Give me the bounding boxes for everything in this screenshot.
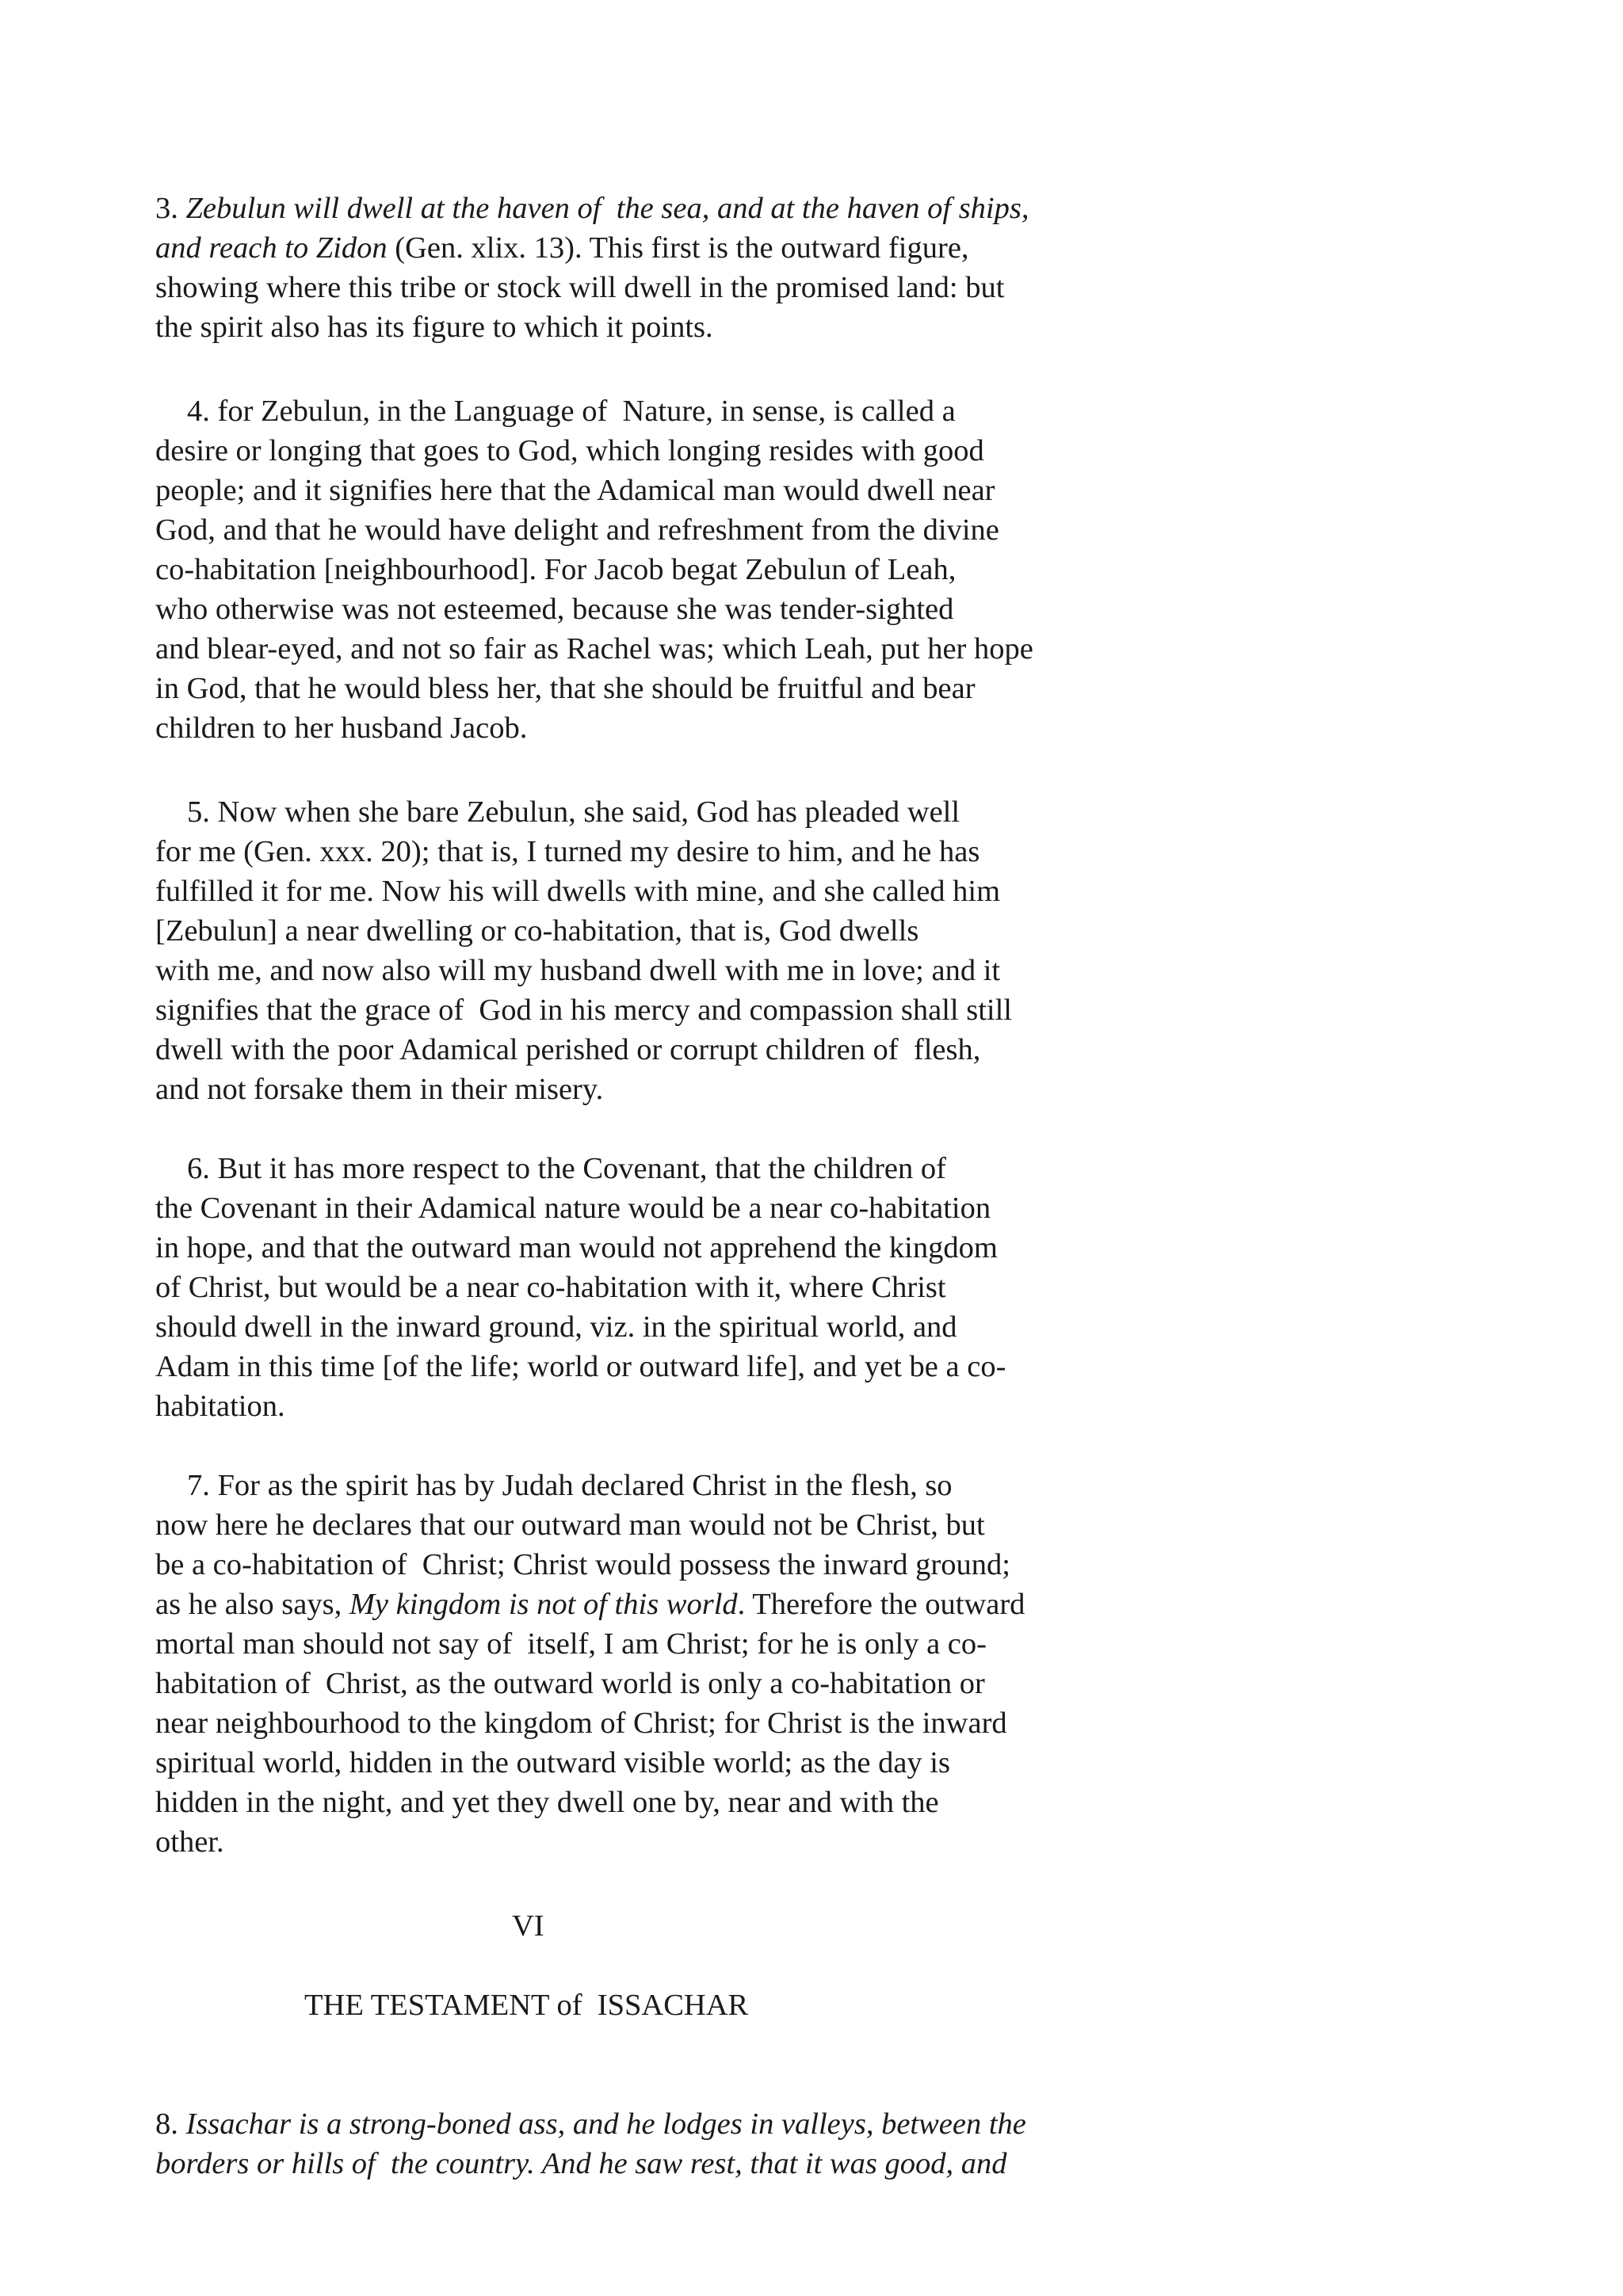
text-line	[155, 1703, 1281, 1743]
text-line	[155, 1664, 1281, 1703]
text-line	[155, 1386, 1281, 1426]
italic-text: and reach to Zidon	[155, 231, 388, 265]
text-run: desire or longing that goes to God, which longing resides with good	[155, 434, 984, 467]
text-line	[155, 1822, 1281, 1862]
text-run: 6. But it has more respect to the Covenant, that the children of	[187, 1152, 946, 1185]
text-line	[155, 1585, 1281, 1624]
text-run: hidden in the night, and yet they dwell one by, near and with the	[155, 1786, 939, 1819]
paragraph-5	[155, 792, 1281, 1109]
text-line	[155, 2104, 1281, 2144]
text-run: be a co-habitation of Christ; Christ would possess the inward ground;	[155, 1548, 1010, 1581]
text-line	[155, 2144, 1281, 2183]
text-run: spiritual world, hidden in the outward visible world; as the day is	[155, 1746, 950, 1779]
paragraph-4	[155, 391, 1281, 748]
section-number: VI	[512, 1909, 544, 1943]
paragraph-7	[155, 1466, 1281, 1862]
text-line	[155, 1783, 1281, 1822]
text-run: 8.	[155, 2107, 186, 2141]
text-run: and not forsake them in their misery.	[155, 1073, 604, 1106]
text-line	[155, 1070, 1281, 1109]
text-line	[155, 550, 1281, 589]
text-line	[155, 307, 1281, 347]
text-run: of Christ, but would be a near co-habitation with it, where Christ	[155, 1271, 946, 1304]
text-run: who otherwise was not esteemed, because she was tender-sighted	[155, 593, 954, 626]
text-line	[155, 431, 1281, 471]
text-line	[155, 708, 1281, 748]
text-line	[155, 1228, 1281, 1268]
text-line	[155, 1188, 1281, 1228]
text-line	[155, 911, 1281, 951]
text-line	[155, 1347, 1281, 1386]
text-line	[155, 871, 1281, 911]
text-run: showing where this tribe or stock will dwell in the promised land: but	[155, 271, 1005, 304]
text-line	[155, 268, 1281, 307]
text-line	[155, 1030, 1281, 1070]
text-run: people; and it signifies here that the Adamical man would dwell near	[155, 474, 995, 507]
italic-text: My kingdom is not of this world	[349, 1588, 738, 1621]
paragraph-3	[155, 189, 1281, 347]
text-run: as he also says,	[155, 1588, 349, 1621]
text-run: 4. for Zebulun, in the Language of Nature, in sense, is called a	[187, 395, 956, 428]
text-line	[155, 1624, 1281, 1664]
text-line	[155, 471, 1281, 510]
text-run: now here he declares that our outward man would not be Christ, but	[155, 1508, 985, 1542]
text-run: the spirit also has its figure to which it points.	[155, 311, 713, 344]
text-run: other.	[155, 1825, 224, 1859]
text-line	[155, 1149, 1281, 1188]
text-run: should dwell in the inward ground, viz. in the spiritual world, and	[155, 1310, 957, 1344]
text-run: habitation of Christ, as the outward world is only a co-habitation or	[155, 1667, 985, 1700]
text-run: in God, that he would bless her, that she should be fruitful and bear	[155, 672, 976, 705]
text-run: mortal man should not say of itself, I am Christ; for he is only a co-	[155, 1627, 987, 1661]
text-run: near neighbourhood to the kingdom of Christ; for Christ is the inward	[155, 1707, 1007, 1740]
text-line	[155, 189, 1281, 228]
text-run: [Zebulun] a near dwelling or co-habitation, that is, God dwells	[155, 914, 919, 948]
text-run: fulfilled it for me. Now his will dwells with mine, and she called him	[155, 875, 1001, 908]
text-run: signifies that the grace of God in his mercy and compassion shall still	[155, 994, 1012, 1027]
text-run: with me, and now also will my husband dwell with me in love; and it	[155, 954, 1001, 987]
text-line	[155, 228, 1281, 268]
text-run: 7. For as the spirit has by Judah declared Christ in the flesh, so	[187, 1469, 953, 1502]
text-line	[155, 792, 1281, 832]
text-line	[155, 391, 1281, 431]
text-line	[155, 832, 1281, 871]
text-line	[155, 1505, 1281, 1545]
italic-text: borders or hills of the country. And he saw rest, that it was good, and	[155, 2147, 1007, 2180]
text-run: Adam in this time [of the life; world or outward life], and yet be a co-	[155, 1350, 1006, 1383]
text-line	[155, 1466, 1281, 1505]
text-line	[155, 589, 1281, 629]
text-line	[155, 669, 1281, 708]
text-run: 3.	[155, 192, 186, 225]
text-run: and blear-eyed, and not so fair as Rachel was; which Leah, put her hope	[155, 632, 1033, 666]
text-line	[155, 629, 1281, 669]
paragraph-6	[155, 1149, 1281, 1426]
text-run: . Therefore the outward	[737, 1588, 1025, 1621]
text-line	[155, 1268, 1281, 1307]
italic-text: Issachar is a strong-boned ass, and he lodges in valleys, between the	[185, 2107, 1026, 2141]
text-line	[155, 510, 1281, 550]
text-run: co-habitation [neighbourhood]. For Jacob begat Zebulun of Leah,	[155, 553, 957, 586]
text-run: in hope, and that the outward man would not apprehend the kingdom	[155, 1231, 998, 1264]
text-line	[155, 951, 1281, 990]
text-run: God, and that he would have delight and refreshment from the divine	[155, 513, 999, 547]
section-title: THE TESTAMENT of ISSACHAR	[304, 1989, 749, 2022]
text-run: the Covenant in their Adamical nature would be a near co-habitation	[155, 1192, 991, 1225]
text-line	[155, 990, 1281, 1030]
paragraph-8	[155, 2104, 1281, 2183]
text-line	[155, 1743, 1281, 1783]
text-run: dwell with the poor Adamical perished or corrupt children of flesh,	[155, 1033, 981, 1066]
italic-text: Zebulun will dwell at the haven of the sea, and at the haven of ships,	[185, 192, 1029, 225]
text-run: for me (Gen. xxx. 20); that is, I turned my desire to him, and he has	[155, 835, 980, 868]
text-run: children to her husband Jacob.	[155, 711, 528, 745]
text-run: habitation.	[155, 1390, 285, 1423]
text-line	[155, 1307, 1281, 1347]
text-line	[155, 1545, 1281, 1585]
text-run: 5. Now when she bare Zebulun, she said, God has pleaded well	[187, 795, 960, 829]
text-run: (Gen. xlix. 13). This first is the outward figure,	[387, 231, 969, 265]
